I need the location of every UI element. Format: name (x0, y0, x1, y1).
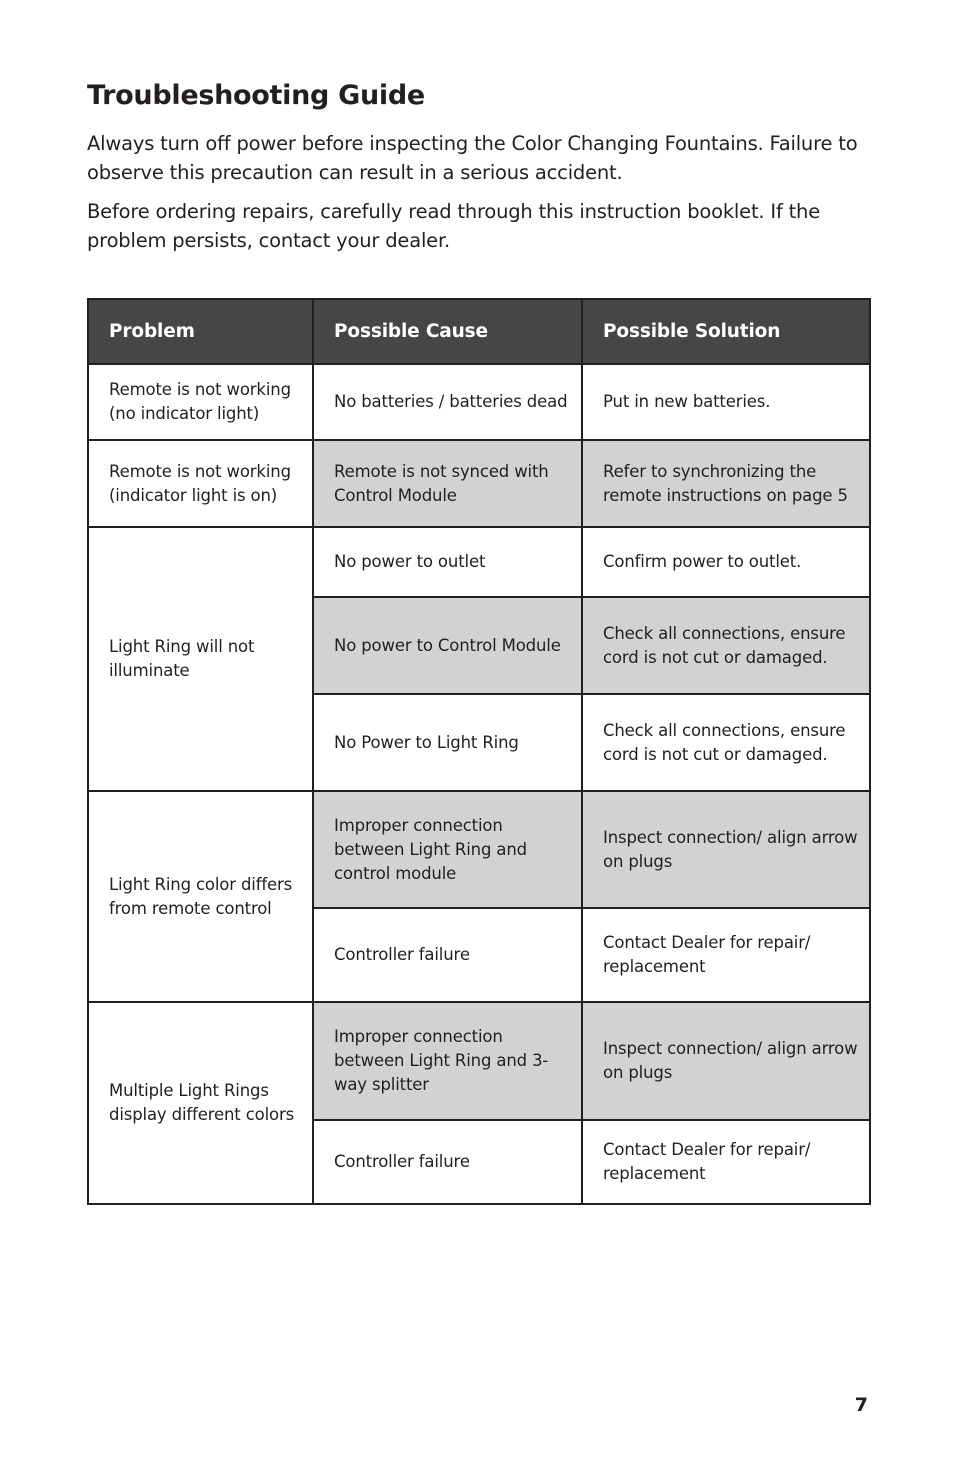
solution-cell: Check all connections, ensure cord is not cut or damaged. (582, 597, 870, 694)
problem-cell: Remote is not working (no indicator light) (88, 364, 313, 440)
solution-cell: Contact Dealer for repair/ replacement (582, 1120, 870, 1204)
solution-cell: Put in new batteries. (582, 364, 870, 440)
table-row (88, 1002, 870, 1120)
cause-cell: No power to outlet (313, 527, 582, 597)
solution-cell: Refer to synchronizing the remote instructions on page 5 (582, 440, 870, 527)
cause-cell: No Power to Light Ring (313, 694, 582, 791)
table-row (88, 440, 870, 527)
table-row (88, 527, 870, 597)
problem-cell: Remote is not working (indicator light is on) (88, 440, 313, 527)
solution-cell: Inspect connection/ align arrow on plugs (582, 791, 870, 908)
cause-cell: Controller failure (313, 908, 582, 1002)
cause-cell: Improper connection between Light Ring and 3-way splitter (313, 1002, 582, 1120)
cause-cell: Remote is not synced with Control Module (313, 440, 582, 527)
cause-cell: No power to Control Module (313, 597, 582, 694)
cause-cell: No batteries / batteries dead (313, 364, 582, 440)
problem-cell: Light Ring color differs from remote control (88, 791, 313, 1002)
troubleshooting-table (87, 298, 871, 1205)
cause-cell: Improper connection between Light Ring and control module (313, 791, 582, 908)
header-possible-solution: Possible Solution (582, 299, 870, 364)
solution-cell: Contact Dealer for repair/ replacement (582, 908, 870, 1002)
table-row (88, 364, 870, 440)
table-row (88, 791, 870, 908)
cause-cell: Controller failure (313, 1120, 582, 1204)
solution-cell: Inspect connection/ align arrow on plugs (582, 1002, 870, 1120)
table-header-row (88, 299, 870, 364)
header-possible-cause: Possible Cause (313, 299, 582, 364)
repair-advice-paragraph: Before ordering repairs, carefully read through this instruction booklet. If the problem persists, contact your dealer. (87, 200, 821, 252)
problem-cell: Multiple Light Rings display different colors (88, 1002, 313, 1204)
problem-cell: Light Ring will not illuminate (88, 527, 313, 791)
page-number: 7 (854, 1394, 868, 1416)
page-title: Troubleshooting Guide (87, 80, 425, 111)
solution-cell: Check all connections, ensure cord is not cut or damaged. (582, 694, 870, 791)
header-problem: Problem (88, 299, 313, 364)
solution-cell: Confirm power to outlet. (582, 527, 870, 597)
safety-warning-paragraph: Always turn off power before inspecting the Color Changing Fountains. Failure to observe this precaution can result in a serious accident. (87, 132, 858, 184)
